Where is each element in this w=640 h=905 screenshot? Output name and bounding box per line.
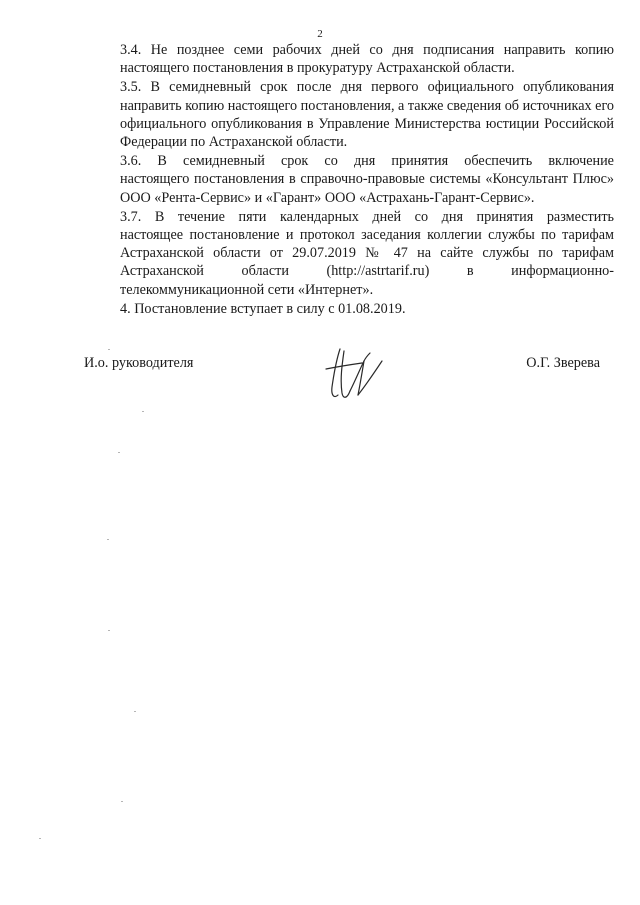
paragraph-3-5 bbox=[84, 78, 614, 151]
paragraph-line: настоящее постановление и протокол заседания коллегии службы по тарифам bbox=[120, 227, 614, 244]
paragraph-line: телекоммуникационной сети «Интернет». bbox=[120, 281, 374, 298]
paragraph-3-4 bbox=[84, 41, 614, 77]
paragraph-line: ООО «Рента-Сервис» и «Гарант» ООО «Астрахань-Гарант-Сервис». bbox=[120, 189, 535, 206]
signatory-title: И.о. руководителя bbox=[84, 355, 194, 371]
paragraph-line: 4. Постановление вступает в силу с 01.08.2019. bbox=[120, 300, 406, 317]
document-body bbox=[84, 41, 614, 319]
paragraph-line: 3.6. В семидневный срок со дня принятия обеспечить включение bbox=[120, 153, 614, 170]
paragraph-line: официального опубликования в Управление Министерства юстиции Российской bbox=[120, 115, 614, 132]
paragraph-line: 3.7. В течение пяти календарных дней со дня принятия разместить bbox=[120, 208, 614, 225]
page-number: 2 bbox=[317, 28, 323, 40]
paragraph-line: 3.5. В семидневный срок после дня первого официального опубликования bbox=[120, 79, 614, 96]
paragraph-line: настоящего постановления в справочно-правовые системы «Консультант Плюс» bbox=[120, 171, 614, 188]
paragraph-line: направить копию настоящего постановления, а также сведения об источниках его bbox=[120, 97, 614, 114]
paragraph-line: 3.4. Не позднее семи рабочих дней со дня подписания направить копию bbox=[120, 42, 614, 58]
paragraph-3-6 bbox=[84, 152, 614, 207]
paragraph-line: Астраханской области от 29.07.2019 № 47 на сайте службы по тарифам bbox=[120, 245, 614, 262]
paragraph-line: Федерации по Астраханской области. bbox=[120, 134, 348, 151]
paragraph-line: Астраханской области (http://astrtarif.ru) в информационно- bbox=[120, 263, 614, 280]
paragraph-3-7 bbox=[84, 208, 614, 299]
signatory-name: О.Г. Зверева bbox=[526, 355, 600, 371]
paragraph-4 bbox=[84, 300, 614, 318]
handwritten-signature bbox=[318, 343, 388, 405]
paragraph-line: настоящего постановления в прокуратуру Астраханской области. bbox=[120, 60, 515, 77]
